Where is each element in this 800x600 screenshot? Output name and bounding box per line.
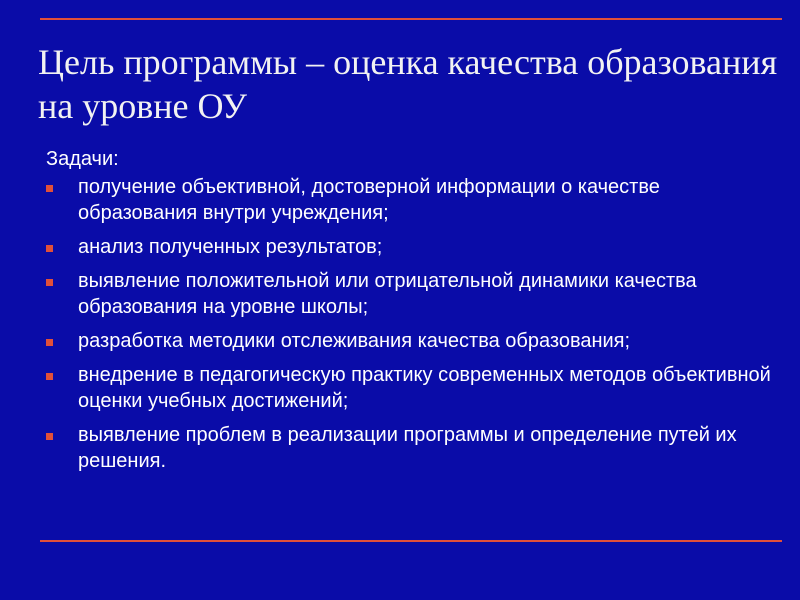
slide-title: Цель программы – оценка качества образования на уровне ОУ — [38, 42, 778, 126]
square-bullet-icon — [46, 339, 53, 346]
list-item — [46, 362, 776, 414]
bottom-divider — [40, 540, 782, 542]
task-list — [46, 174, 776, 482]
square-bullet-icon — [46, 279, 53, 286]
list-item — [46, 328, 776, 354]
list-item-text: выявление положительной или отрицательной динамики качества образования на уровне школы; — [78, 270, 697, 318]
list-item-text: внедрение в педагогическую практику современных методов объективной оценки учебных достижений; — [78, 364, 771, 412]
top-divider — [40, 18, 782, 20]
list-item-text: получение объективной, достоверной информации о качестве образования внутри учреждения; — [78, 176, 660, 224]
list-item — [46, 234, 776, 260]
square-bullet-icon — [46, 245, 53, 252]
list-item-text: выявление проблем в реализации программы и определение путей их решения. — [78, 424, 737, 472]
square-bullet-icon — [46, 433, 53, 440]
list-item — [46, 174, 776, 226]
list-item — [46, 422, 776, 474]
tasks-heading: Задачи: — [46, 148, 119, 170]
list-item-text: анализ полученных результатов; — [78, 236, 383, 258]
square-bullet-icon — [46, 185, 53, 192]
list-item-text: разработка методики отслеживания качества образования; — [78, 330, 631, 352]
list-item — [46, 268, 776, 320]
square-bullet-icon — [46, 373, 53, 380]
